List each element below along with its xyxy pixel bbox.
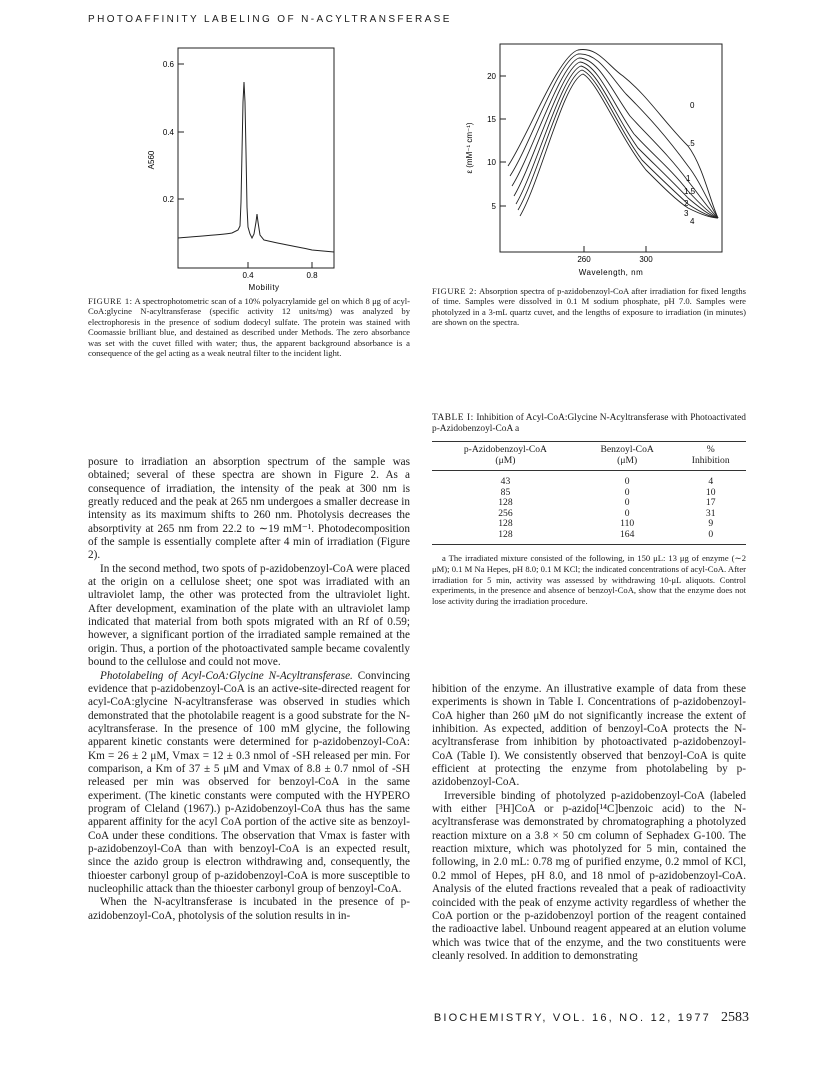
fig2-curve-label: 1.5 (684, 187, 696, 196)
right-paragraph: hibition of the enzyme. An illustrative example of data from these experiments is shown in Table I. Concentrations of p-azidobenzoyl-CoA higher than 260 μM do not significantly increase the extent of inhibition. As expected, addition of benzoyl-CoA protects the N-acyltransferase from inhibition by photoactivated p-azidobenzoyl-CoA (Table I). We consistently observed that benzoyl-CoA is quite efficient at protecting the enzyme from photolabeling by p-azidobenzoyl-CoA. (432, 683, 746, 789)
table-cell: 128 (432, 530, 579, 545)
figure-2 (448, 36, 734, 282)
table-1-col-header: Benzoyl-CoA (μM) (579, 442, 676, 471)
left-column-text (88, 456, 410, 923)
fig2-ytick-label: 15 (487, 115, 496, 124)
table-1-title-block (432, 413, 746, 435)
fig1-trace (178, 82, 334, 252)
right-column-text (432, 683, 746, 963)
table-cell: 0 (624, 507, 630, 519)
running-header: PHOTOAFFINITY LABELING OF N-ACYLTRANSFERASE (88, 14, 452, 25)
left-paragraph-section (88, 670, 410, 897)
fig2-xtick-label: 260 (577, 255, 591, 264)
figure-1-caption (88, 296, 410, 358)
table-cell: 164 (579, 530, 676, 545)
table-cell: 85 (500, 486, 511, 498)
fig2-ytick-label: 10 (487, 158, 496, 167)
section-heading: Photolabeling of Acyl-CoA:Glycine N-Acyltransferase. (100, 669, 353, 682)
table-1-footnote: a The irradiated mixture consisted of the following, in 150 μL: 13 μg of enzyme (∼2 μM); 0.1 M Na Hepes, pH 8.0; 0.1 M KCl; the indicated concentrations of acyl-CoA. After irradiation for 5 min, activity was assessed by withdrawing 10-μL aliquots. Control experiments, in the presence and absence of benzoyl-CoA, show that the enzyme does not lose activity during the irradiation procedure. (432, 553, 746, 607)
fig2-curve-label: 2 (684, 199, 689, 208)
left-paragraph-text: Convincing evidence that p-azidobenzoyl-CoA is an active-site-directed reagent for acyl-CoA:glycine N-acyltransferase was observed in studies which demonstrated that the photolabile reagent is a good substrate for the N-acyltransferase. In the presence of 100 mM glycine, the following apparent kinetic constants were determined for p-azidobenzoyl-CoA: Km = 26 ± 2 μM, Vmax = 12 ± 0.3 nmol of -SH released per min. For comparison, a Km of 37 ± 5 μM and Vmax of 8.8 ± 0.7 nmol of -SH released per min was observed for benzoyl-CoA in the same experiment. (The kinetic constants were computed with the HYPERO program of Cleland (1967).) p-Azidobenzoyl-CoA thus has the same apparent affinity for the acyl CoA portion of the active site as benzoyl-CoA under these conditions. The observation that Vmax is faster with p-azidobenzoyl-CoA than with benzoyl-CoA is an expected result, since the azido group is electron withdrawing and, consequently, the thioester carbonyl group of p-azidobenzoyl-CoA is more susceptible to nucleophilic attack than the thioester carbonyl group of benzoyl-CoA. (88, 669, 410, 895)
table-1-label: TABLE I: (432, 413, 474, 423)
table-row (432, 488, 746, 499)
table-cell: 0 (624, 497, 630, 508)
table-cell: 0 (675, 530, 746, 545)
fig2-ylabel: ε (mM⁻¹ cm⁻¹) (465, 122, 474, 174)
table-cell: 0 (624, 476, 630, 487)
fig1-ylabel: A560 (147, 150, 156, 170)
fig1-ytick-label: 0.4 (162, 128, 174, 137)
table-1-title: Inhibition of Acyl-CoA:Glycine N-Acyltransferase with Photoactivated p-Azidobenzoyl-CoA a (432, 413, 746, 434)
figure-1-caption-label: FIGURE 1: (88, 296, 133, 306)
left-paragraph: posure to irradiation an absorption spectrum of the sample was obtained; several of these spectra are shown in Figure 2. As a consequence of irradiation, the intensity of the peak at 300 nm is greatly reduced and the peak at 265 nm undergoes a smaller decrease in intensity as its maximum shifts to 260 nm. Photolysis decreases the absorptivity at 265 nm from 22.2 to ∼19 mM⁻¹. Photodecomposition of the sample is essentially complete after 4 min of irradiation (Figure 2). (88, 456, 410, 562)
figure-2-caption (432, 286, 746, 328)
left-paragraph: In the second method, two spots of p-azidobenzoyl-CoA were placed at the origin on a cellulose sheet; one spot was irradiated with an ultraviolet lamp, the other was protected from the ultraviolet light. After development, examination of the plate with an ultraviolet lamp indicated that material from both spots migrated with an Rf of 0.59; however, a significant portion of the irradiated sample remained at the origin. Thus, a portion of the photoactivated sample became covalently bound to the cellulose and could not move. (88, 562, 410, 669)
table-cell: 256 (498, 507, 513, 519)
figure-1-caption-text: A spectrophotometric scan of a 10% polyacrylamide gel on which 8 μg of acyl-CoA:glycine N-acyltransferase (specific activity 12 units/mg) was analyzed by electrophoresis in the presence of sodium dodecyl sulfate. The protein was stained with Coomassie brilliant blue, and destained as described under Methods. The zero absorbance was set with the cuvet filled with water; thus, the apparent background absorbance is a consequence of the gel acting as a weak neutral filter to the incident light. (88, 296, 410, 359)
fig2-curve-label: 3 (684, 209, 689, 218)
figure-2-caption-label: FIGURE 2: (432, 286, 477, 296)
table-cell: 43 (500, 476, 511, 487)
page-number: 2583 (721, 1010, 749, 1025)
journal-citation: BIOCHEMISTRY, VOL. 16, NO. 12, 1977 (433, 1012, 711, 1024)
table-cell: 110 (620, 518, 635, 529)
right-paragraph: Irreversible binding of photolyzed p-azidobenzoyl-CoA (labeled with either [³H]CoA or p-azido[¹⁴C]benzoic acid) to the N-acyltransferase was demonstrated by chromatographing a photolyzed reaction mixture on a 3.8 × 50 cm column of Sephadex G-100. The reaction mixture, which was photolyzed for 5 min, contained the following, in 2.0 mL: 0.78 mg of purified enzyme, 0.2 mmol of KCl, 0.2 mmol of Hepes, pH 8.0, and 18 nmol of p-azidobenzoyl-CoA. Analysis of the eluted fractions revealed that a peak of radioactivity coincided with the peak of enzyme activity regardless of whether the CoA portion or the p-azidobenzoyl portion of the reagent contained the radioactive label. Unbound reagent appeared at an elution volume which was twice that of the enzyme, and the two constituents were cleanly resolved. In addition to demonstrating (432, 789, 746, 962)
fig2-curve-label: .5 (688, 139, 695, 148)
table-cell: 17 (705, 497, 716, 508)
figure-1-frame (178, 48, 334, 268)
fig2-ytick-label: 20 (487, 72, 496, 81)
table-cell: 4 (708, 476, 714, 487)
fig2-curve-label: 0 (690, 101, 695, 110)
figure-1-plot (140, 42, 340, 304)
fig1-xtick-label: 0.8 (306, 271, 318, 280)
fig2-curve-label: 1 (686, 174, 691, 183)
table-cell: 9 (708, 518, 714, 529)
table-row (432, 498, 746, 509)
figure-1 (140, 42, 340, 304)
figure-2-plot (448, 36, 734, 282)
table-1-col-header: % Inhibition (675, 442, 746, 471)
table-row (432, 471, 746, 488)
table-1 (432, 413, 746, 607)
fig1-xlabel: Mobility (248, 283, 280, 292)
fig1-xtick-label: 0.4 (242, 271, 254, 280)
left-paragraph: When the N-acyltransferase is incubated in the presence of p-azidobenzoyl-CoA, photolysis of the solution results in in- (88, 896, 410, 922)
table-1-grid (432, 442, 746, 545)
table-row (432, 530, 746, 545)
fig2-ytick-label: 5 (491, 202, 496, 211)
table-cell: 31 (705, 507, 716, 519)
fig2-xtick-label: 300 (639, 255, 653, 264)
table-cell: 128 (498, 518, 513, 529)
table-cell: 128 (498, 497, 513, 508)
fig1-ytick-label: 0.2 (162, 195, 174, 204)
fig2-curve-label: 4 (690, 217, 695, 226)
table-1-col-header: p-Azidobenzoyl-CoA (μM) (432, 442, 579, 471)
table-cell: 0 (624, 486, 630, 498)
figure-2-caption-text: Absorption spectra of p-azidobenzoyl-CoA after irradiation for fixed lengths of time. Samples were dissolved in 0.1 M sodium phosphate, pH 7.0. Samples were photolyzed in a 3-mL quartz cuvet, and the lengths of exposure to irradiation (in minutes) are shown on the spectra. (432, 286, 746, 328)
table-row (432, 509, 746, 520)
fig2-xlabel: Wavelength, nm (578, 268, 644, 277)
fig1-ytick-label: 0.6 (162, 60, 174, 69)
page-footer (434, 1010, 749, 1026)
table-cell: 10 (705, 486, 716, 498)
table-row (432, 519, 746, 530)
